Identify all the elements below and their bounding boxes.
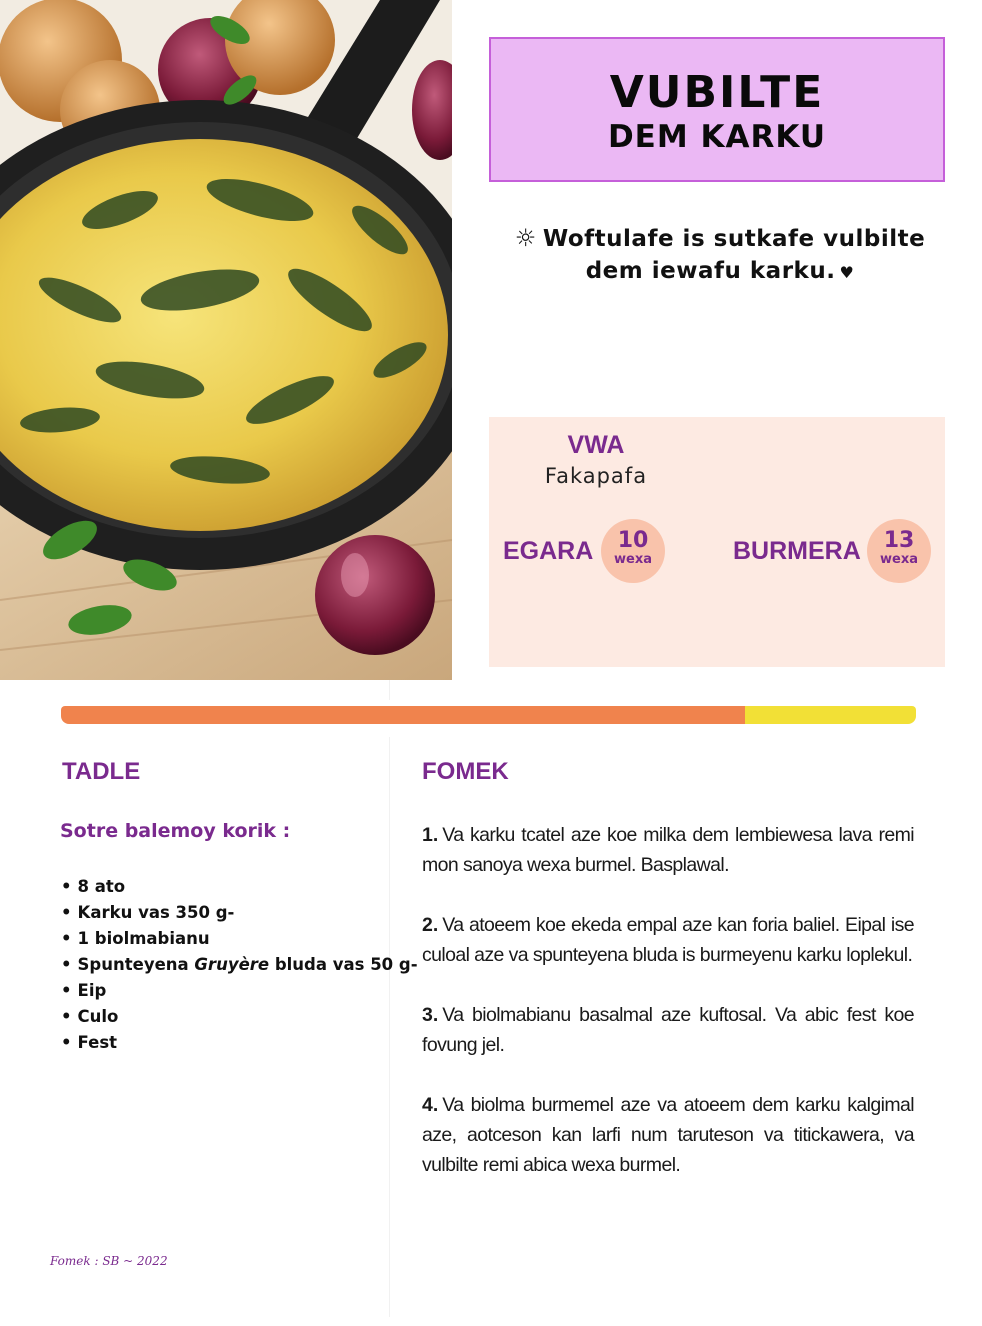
bullet-icon: •	[61, 877, 72, 896]
sun-icon: ☼	[514, 224, 537, 252]
recipe-title: VUBILTE	[609, 67, 825, 118]
ingredient-item	[61, 926, 418, 952]
ingredient-item	[61, 1030, 418, 1056]
step-text: Va atoeem koe ekeda empal aze kan foria baliel. Eipal ise culoal aze va spunteyena bluda is burmeyenu karku loplekul.	[422, 914, 914, 966]
prep-time-unit: wexa	[614, 552, 652, 567]
ingredient-text: Karku vas 350 g-	[77, 903, 235, 922]
cook-time-value: 13	[883, 528, 915, 553]
heart-icon: ♥	[839, 263, 855, 282]
step-number: 3.	[422, 1004, 439, 1026]
step-number: 4.	[422, 1094, 439, 1116]
recipe-info-box	[489, 417, 945, 667]
ingredient-text: Eip	[77, 981, 107, 1000]
cook-time-label: BURMERA	[733, 537, 861, 565]
prep-time-label: EGARA	[503, 537, 594, 565]
cook-time-unit: wexa	[880, 552, 918, 567]
step-text: Va biolma burmemel aze va atoeem dem karku kalgimal aze, aotceson kan larfi num taruteson va titickawera, va vulbilte remi abica wexa burmel.	[422, 1094, 914, 1176]
recipe-subtitle: DEM KARKU	[607, 119, 827, 155]
column-divider-top	[389, 680, 390, 700]
ingredient-item	[61, 978, 418, 1004]
ingredient-text: 8 ato	[77, 877, 126, 896]
bullet-icon: •	[61, 929, 72, 948]
divider-bar-primary	[61, 706, 745, 724]
prep-time-value: 10	[617, 528, 649, 553]
prep-time-badge	[601, 519, 665, 583]
method-step	[422, 1090, 914, 1180]
step-number: 2.	[422, 914, 439, 936]
ingredients-list	[61, 874, 418, 1056]
ingredient-text: 1 biolmabianu	[77, 929, 210, 948]
bullet-icon: •	[61, 955, 72, 974]
divider-bar	[61, 706, 916, 724]
ingredient-text: Fest	[77, 1033, 118, 1052]
step-text: Va karku tcatel aze koe milka dem lembiewesa lava remi mon sanoya wexa burmel. Basplawal.	[422, 824, 914, 876]
recipe-tagline	[500, 222, 940, 289]
ingredient-text: Culo	[77, 1007, 119, 1026]
ingredients-heading: TADLE	[62, 758, 141, 785]
method-steps	[422, 820, 914, 1210]
recipe-photo	[0, 0, 452, 680]
tagline-text: Woftulafe is sutkafe vulbilte dem iewafu karku.	[542, 226, 926, 284]
method-step	[422, 1000, 914, 1060]
step-number: 1.	[422, 824, 439, 846]
bullet-icon: •	[61, 1033, 72, 1052]
footer-credit: Fomek : SB ~ 2022	[50, 1254, 168, 1268]
bullet-icon: •	[61, 903, 72, 922]
ingredients-subheading: Sotre balemoy korik :	[60, 820, 291, 842]
step-text: Va biolmabianu basalmal aze kuftosal. Va abic fest koe fovung jel.	[422, 1004, 914, 1056]
method-step	[422, 820, 914, 880]
cook-time-badge	[867, 519, 931, 583]
ingredient-text: Spunteyena	[77, 955, 195, 974]
bullet-icon: •	[61, 981, 72, 1000]
bullet-icon: •	[61, 1007, 72, 1026]
vwa-value: Fakapafa	[544, 464, 648, 488]
method-heading: FOMEK	[422, 758, 509, 785]
ingredient-item	[61, 952, 418, 978]
divider-bar-secondary	[745, 706, 916, 724]
ingredient-emphasis: Gruyère	[194, 955, 270, 974]
title-box	[489, 37, 945, 182]
ingredient-item	[61, 874, 418, 900]
vwa-label: VWA	[567, 431, 625, 459]
method-step	[422, 910, 914, 970]
ingredient-text: bluda vas 50 g-	[269, 955, 418, 974]
ingredient-item	[61, 900, 418, 926]
ingredient-item	[61, 1004, 418, 1030]
